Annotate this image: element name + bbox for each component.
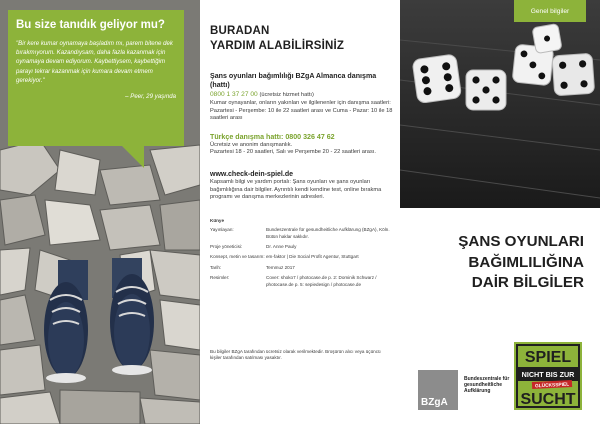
quote-title: Bu size tanıdık geliyor mu?: [16, 19, 165, 31]
cover-photo-panel: [0, 0, 200, 424]
turkish-hotline-desc-1: Ücretsiz ve anonim danışmanlık.: [210, 141, 293, 148]
heading-line-2: YARDIM ALABİLİRSİNİZ: [210, 40, 345, 52]
imprint-key: Resimler:: [210, 275, 230, 281]
imprint-row: [210, 275, 394, 288]
turkish-hotline-title: [210, 133, 394, 142]
imprint-value: Bundeszentrale für gesundheitliche Aufklärung (BZgA), Köln. Bütün haklar saklıdır.: [266, 227, 390, 239]
quote-box: [8, 10, 184, 146]
title-line-1: ŞANS OYUNLARI: [458, 233, 584, 250]
turkish-hotline-desc-2: Pazartesi 18 - 20 saatleri, Salı ve Perşembe 20 - 22 saatleri arası.: [210, 149, 376, 156]
title-panel: [400, 0, 600, 424]
imprint-section: [210, 218, 394, 288]
imprint-title: Künye: [210, 217, 225, 223]
dice-photo: [400, 0, 600, 208]
bzga-name: Bundeszentrale für gesundheitliche Aufklärung: [464, 376, 510, 395]
german-hotline-phone: [210, 90, 394, 100]
german-hotline-number[interactable]: 0800 1 37 27 00: [210, 91, 258, 98]
help-info-panel: [200, 0, 400, 424]
bzga-branding: [418, 370, 522, 410]
spiel-stamp-text: GLÜCKSSPIEL: [534, 382, 570, 390]
imprint-key: Yayınlayan:: [210, 227, 234, 233]
turkish-hotline-label: Türkçe danışma hattı:: [210, 132, 284, 141]
spiel-nicht-bis-zur-sucht-logo: [514, 342, 582, 410]
brochure-title: [458, 232, 584, 294]
imprint-row: [210, 227, 394, 240]
imprint-value: Cover: shoko7 / photocase.de p. 2: Dominik Schwarz / photocase.de p. 5: sepiedesign / photocase.de: [266, 275, 377, 287]
german-hotline-hint: (ücretsiz hizmet hattı): [259, 92, 314, 98]
help-heading: [210, 24, 394, 54]
footer-note: Bu bilgiler BZgA tarafından ücretsiz olarak verilmektedir. Broşürün alıcı veya üçüncü kişiler tarafından satılması yasaktır.: [210, 349, 381, 361]
website-description: Kapsamlı bilgi ve yardım portalı: Şans oyunları ve şans oyunları bağımlılığına dair bilgiler. Ayrıntılı kendi kendine test, online bırakma programı ve danışma merkezlerinin adresleri.: [210, 178, 382, 201]
spiel-middle-text: NICHT BIS ZUR: [521, 370, 575, 379]
imprint-value: Temmuz 2017: [266, 264, 295, 270]
imprint-value: Dr. Anne Pauly: [266, 243, 297, 249]
imprint-row: [210, 254, 394, 260]
quote-text: "Bir kere kumar oynamaya başladım mı, parem bitene dek bırakmıyorum. Kazandıysam, daha fazla kazanmak için oynamaya devam ediyorum. Kaybettiysem, kaybettiğim parayı tekrar kazanmak için kumara devam etmem gerekiyor.": [16, 40, 173, 84]
imprint-key: Konsept, metin ve tasarım:: [210, 254, 265, 260]
imprint-key: Tarih:: [210, 264, 222, 270]
imprint-row: [210, 244, 394, 250]
title-line-3: DAİR BİLGİLER: [471, 274, 584, 291]
bzga-logo: [418, 370, 458, 410]
imprint-row: [210, 265, 394, 271]
bzga-logo-text: BZgA: [421, 397, 448, 408]
speech-bubble-tail: [122, 146, 144, 168]
title-line-2: BAĞIMLILIĞINA: [468, 253, 584, 271]
turkish-hotline-number[interactable]: 0800 326 47 62: [285, 132, 335, 141]
website-link[interactable]: www.check-dein-spiel.de: [210, 170, 293, 178]
quote-signature: – Peer, 29 yaşında: [125, 93, 176, 101]
imprint-value: em-faktor | Die Social Profit Agentur, Stuttgart: [266, 254, 359, 260]
heading-line-1: BURADAN: [210, 25, 270, 37]
spiel-top-text: SPIEL: [524, 349, 572, 366]
imprint-key: Proje yöneticisi:: [210, 243, 243, 249]
spiel-bottom-text: SUCHT: [520, 391, 576, 408]
german-hotline-title: Şans oyunları bağımlılığı BZgA Almanca danışma (hattı): [210, 72, 377, 89]
german-hotline-description: Kumar oynayanlar, onların yakınları ve ilgilenenler için danışma saatleri: Pazartesi - Perşembe: 10 ile 22 saatleri arası ve Cuma - Pazar: 10 ile 18 saatleri arası: [210, 100, 393, 122]
general-info-badge: Genel bilgiler: [514, 0, 586, 22]
